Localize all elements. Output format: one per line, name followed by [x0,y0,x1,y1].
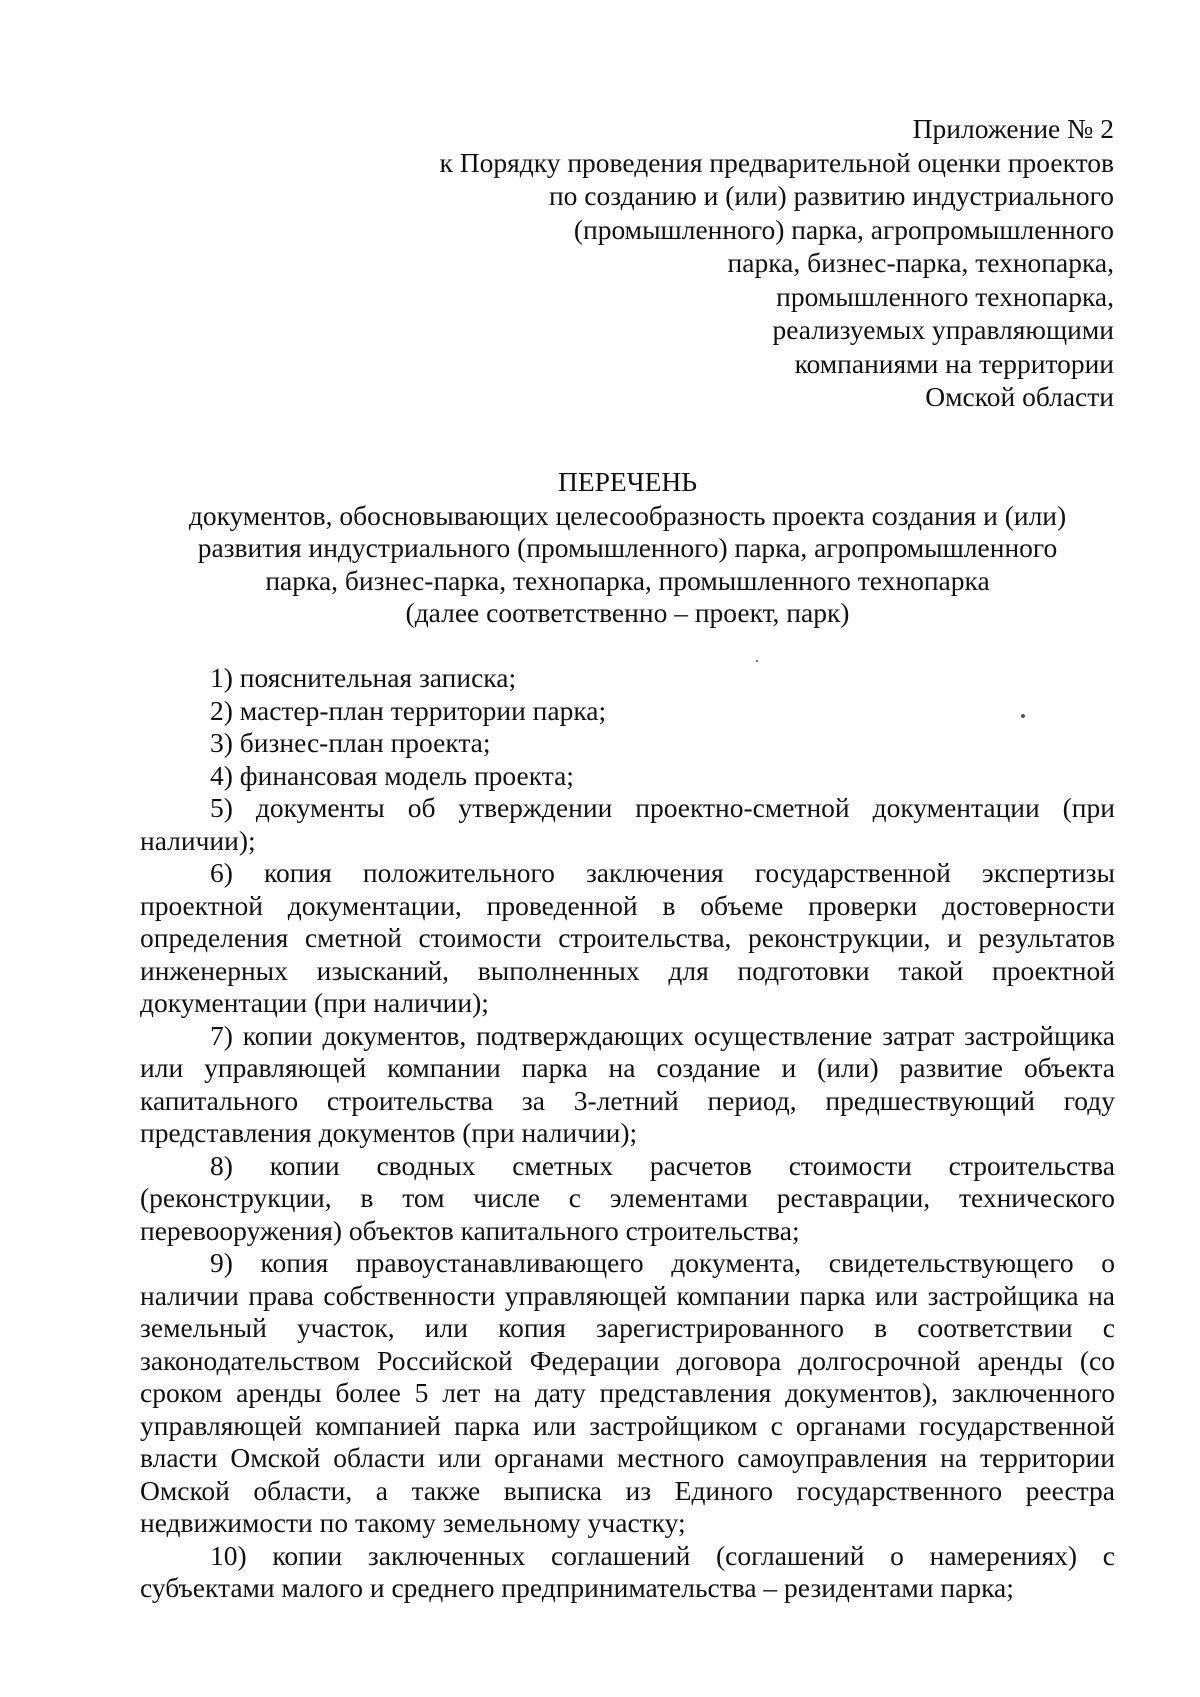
appendix-line: реализуемых управляющими [772,314,1114,345]
appendix-line: Приложение № 2 [912,113,1114,144]
document-title [140,466,1115,630]
list-item: 8) копии сводных сметных расчетов стоимости строительства (реконструкции, в том числе с элементами реставрации, технического перевооружения) объектов капитального строительства; [140,1149,1115,1246]
list-item: 4) финансовая модель проекта; [210,759,574,791]
title-line: документов, обосновывающих целесообразность проекта создания и (или) [188,499,1067,531]
appendix-line: к Порядку проведения предварительной оценки проектов [439,146,1114,178]
appendix-line: парка, бизнес-парка, технопарка, [727,247,1114,278]
list-item: 10) копии заключенных соглашений (соглашений о намерениях) с субъектами малого и среднего предпринимательства – резидентами парка; [140,1539,1115,1603]
list-item: 2) мастер-план территории парка; [210,694,607,726]
documents-list [140,662,1115,1605]
appendix-header [439,112,1114,414]
title-heading: ПЕРЕЧЕНЬ [557,466,698,497]
list-item: 7) копии документов, подтверждающих осуществление затрат застройщика или управляющей компании парка на создание и (или) развитие объекта капитального строительства за 3-летний период, предшествующий году представления документов (при наличии); [140,1019,1115,1148]
appendix-line: по созданию и (или) развитию индустриального [548,180,1114,211]
appendix-line: (промышленного) парка, агропромышленного [573,213,1114,245]
appendix-line: Омской области [925,381,1114,412]
title-line: развития индустриального (промышленного) парка, агропромышленного [197,532,1058,563]
list-item: 6) копия положительного заключения государственной экспертизы проектной документации, проведенной в объеме проверки достоверности определения сметной стоимости строительства, реконструкции, и результатов инженерных изысканий, выполненных для подготовки такой проектной документации (при наличии); [140,857,1115,1018]
scan-speck [756,660,758,662]
scan-speck [1021,714,1025,718]
list-item: 9) копия правоустанавливающего документа, свидетельствующего о наличии права собственности управляющей компании парка или застройщика на земельный участок, или копия зарегистрированного в соответствии с законодательством Российской Федерации договора долгосрочной аренды (со сроком аренды более 5 лет на дату представления документов), заключенного управляющей компанией парка или застройщиком с органами государственной власти Омской области или органами местного самоуправления на территории Омской области, а также выписка из Единого государственного реестра недвижимости по такому земельному участку; [140,1247,1115,1538]
title-line: парка, бизнес-парка, технопарка, промышленного технопарка [265,564,990,596]
appendix-line: компаниями на территории [794,347,1114,379]
list-item: 1) пояснительная записка; [210,662,517,693]
title-line: (далее соответственно – проект, парк) [405,597,850,628]
appendix-line: промышленного технопарка, [776,280,1114,312]
list-item: 5) документы об утверждении проектно-сметной документации (при наличии); [140,792,1115,856]
list-item: 3) бизнес-план проекта; [210,727,491,758]
